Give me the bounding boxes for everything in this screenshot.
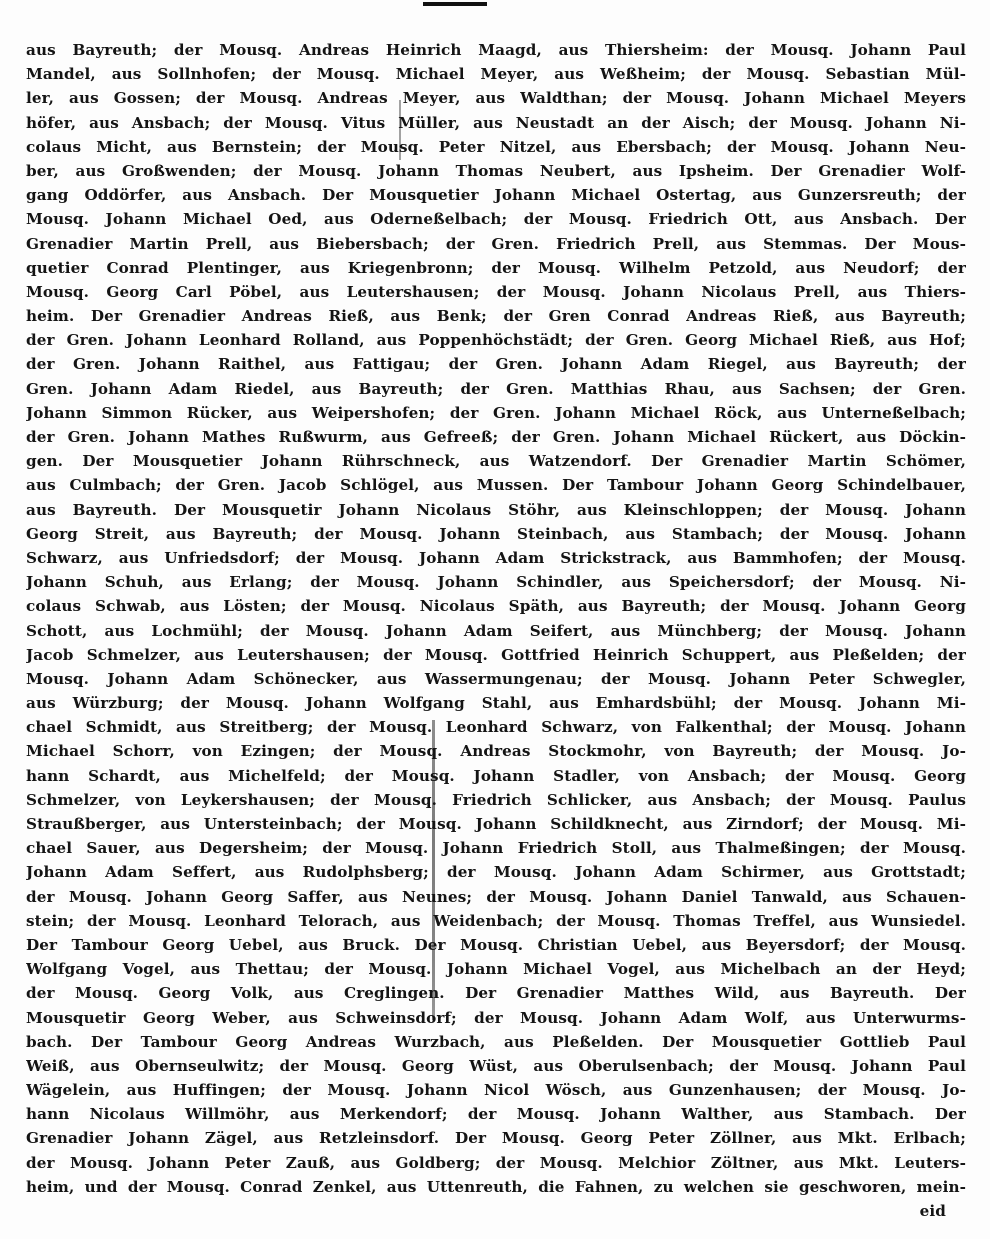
text-line: heim. Der Grenadier Andreas Rieß, aus Benk; der Gren Conrad Andreas Rieß, aus Bayreuth; xyxy=(26,307,966,326)
text-line: Der Tambour Georg Uebel, aus Bruck. Der Mousq. Christian Uebel, aus Beyersdorf; der Mousq. xyxy=(26,935,966,954)
text-line-continuation: eid xyxy=(919,1202,946,1220)
text-line: Weiß, aus Obernseulwitz; der Mousq. Georg Wüst, aus Oberulsenbach; der Mousq. Johann Paul xyxy=(26,1056,966,1075)
text-line: colaus Schwab, aus Lösten; der Mousq. Nicolaus Späth, aus Bayreuth; der Mousq. Johann Georg xyxy=(26,597,966,616)
text-line: Wägelein, aus Huffingen; der Mousq. Johann Nicol Wösch, aus Gunzenhausen; der Mousq. Jo- xyxy=(26,1081,966,1100)
text-line: colaus Micht, aus Bernstein; der Mousq. Peter Nitzel, aus Ebersbach; der Mousq. Johann Neu- xyxy=(26,137,966,156)
text-line: aus Würzburg; der Mousq. Johann Wolfgang Stahl, aus Emhardsbühl; der Mousq. Johann Mi- xyxy=(26,694,966,713)
text-line: Jacob Schmelzer, aus Leutershausen; der Mousq. Gottfried Heinrich Schuppert, aus Pleßelden; der xyxy=(26,645,966,664)
text-line: aus Culmbach; der Gren. Jacob Schlögel, aus Mussen. Der Tambour Johann Georg Schindelbauer, xyxy=(26,476,966,495)
text-line: Mousq. Johann Adam Schönecker, aus Wassermungenau; der Mousq. Johann Peter Schwegler, xyxy=(26,669,966,688)
text-line: Schwarz, aus Unfriedsdorf; der Mousq. Johann Adam Strickstrack, aus Bammhofen; der Mousq. xyxy=(26,548,966,567)
text-line: Gren. Johann Adam Riedel, aus Bayreuth; der Gren. Matthias Rhau, aus Sachsen; der Gren. xyxy=(26,379,966,398)
text-line: Wolfgang Vogel, aus Thettau; der Mousq. Johann Michael Vogel, aus Michelbach an der Heyd; xyxy=(26,960,966,979)
text-line: Georg Streit, aus Bayreuth; der Mousq. Johann Steinbach, aus Stambach; der Mousq. Johann xyxy=(26,524,966,543)
text-line: Schott, aus Lochmühl; der Mousq. Johann Adam Seifert, aus Münchberg; der Mousq. Johann xyxy=(26,621,966,640)
text-line: quetier Conrad Plentinger, aus Kriegenbronn; der Mousq. Wilhelm Petzold, aus Neudorf; der xyxy=(26,258,966,277)
text-line: Johann Adam Seffert, aus Rudolphsberg; der Mousq. Johann Adam Schirmer, aus Grottstadt; xyxy=(26,863,966,882)
text-line: gang Oddörfer, aus Ansbach. Der Mousquetier Johann Michael Ostertag, aus Gunzersreuth; der xyxy=(26,186,966,205)
text-line: Johann Schuh, aus Erlang; der Mousq. Johann Schindler, aus Speichersdorf; der Mousq. Ni- xyxy=(26,573,966,592)
text-line: Mousq. Johann Michael Oed, aus Oderneßelbach; der Mousq. Friedrich Ott, aus Ansbach. Der xyxy=(26,210,966,229)
text-line: der Gren. Johann Raithel, aus Fattigau; der Gren. Johann Adam Riegel, aus Bayreuth; der xyxy=(26,355,966,374)
text-line: heim, und der Mousq. Conrad Zenkel, aus Uttenreuth, die Fahnen, zu welchen sie geschworen, mein- xyxy=(26,1177,966,1196)
text-line: der Mousq. Georg Volk, aus Creglingen. Der Grenadier Matthes Wild, aus Bayreuth. Der xyxy=(26,984,966,1003)
text-line: ber, aus Großwenden; der Mousq. Johann Thomas Neubert, aus Ipsheim. Der Grenadier Wolf- xyxy=(26,161,966,180)
top-rule xyxy=(423,2,487,6)
text-line: aus Bayreuth. Der Mousquetir Johann Nicolaus Stöhr, aus Kleinschloppen; der Mousq. Johann xyxy=(26,500,966,519)
text-line: Grenadier Johann Zägel, aus Retzleinsdorf. Der Mousq. Georg Peter Zöllner, aus Mkt. Erlbach; xyxy=(26,1129,966,1148)
text-line: Grenadier Martin Prell, aus Biebersbach; der Gren. Friedrich Prell, aus Stemmas. Der Mous- xyxy=(26,234,966,253)
text-line: der Mousq. Johann Peter Zauß, aus Goldberg; der Mousq. Melchior Zöltner, aus Mkt. Leuters- xyxy=(26,1153,966,1172)
text-line: bach. Der Tambour Georg Andreas Wurzbach, aus Pleßelden. Der Mousquetier Gottlieb Paul xyxy=(26,1032,966,1051)
text-line: höfer, aus Ansbach; der Mousq. Vitus Müller, aus Neustadt an der Aisch; der Mousq. Johann Ni- xyxy=(26,113,966,132)
text-line: ler, aus Gossen; der Mousq. Andreas Meyer, aus Waldthan; der Mousq. Johann Michael Meyers xyxy=(26,89,966,108)
text-line: hann Schardt, aus Michelfeld; der Mousq. Johann Stadler, von Ansbach; der Mousq. Georg xyxy=(26,766,966,785)
body-text xyxy=(26,38,966,1223)
text-line: der Gren. Johann Mathes Rußwurm, aus Gefreeß; der Gren. Johann Michael Rückert, aus Döckin- xyxy=(26,428,966,446)
text-line: hann Nicolaus Willmöhr, aus Merkendorf; der Mousq. Johann Walther, aus Stambach. Der xyxy=(26,1105,966,1124)
text-line: Straußberger, aus Untersteinbach; der Mousq. Johann Schildknecht, aus Zirndorf; der Mousq. Mi- xyxy=(26,815,966,833)
text-line: aus Bayreuth; der Mousq. Andreas Heinrich Maagd, aus Thiersheim: der Mousq. Johann Paul xyxy=(26,41,966,59)
text-line: Schmelzer, von Leykershausen; der Mousq. Friedrich Schlicker, aus Ansbach; der Mousq. Paulus xyxy=(26,790,966,809)
text-line: Mousq. Georg Carl Pöbel, aus Leutershausen; der Mousq. Johann Nicolaus Prell, aus Thiers- xyxy=(26,282,966,301)
text-line: Johann Simmon Rücker, aus Weipershofen; der Gren. Johann Michael Röck, aus Unterneßelbach; xyxy=(26,403,966,422)
text-line: stein; der Mousq. Leonhard Telorach, aus Weidenbach; der Mousq. Thomas Treffel, aus Wunsiedel. xyxy=(26,911,966,930)
text-line: der Mousq. Johann Georg Saffer, aus Neunes; der Mousq. Johann Daniel Tanwald, aus Schauen- xyxy=(26,887,966,906)
text-line: Michael Schorr, von Ezingen; der Mousq. Andreas Stockmohr, von Bayreuth; der Mousq. Jo- xyxy=(26,742,966,761)
text-line: chael Schmidt, aus Streitberg; der Mousq. Leonhard Schwarz, von Falkenthal; der Mousq. Johann xyxy=(26,718,966,737)
text-line: Mandel, aus Sollnhofen; der Mousq. Michael Meyer, aus Weßheim; der Mousq. Sebastian Mül- xyxy=(26,65,966,84)
text-line: chael Sauer, aus Degersheim; der Mousq. Johann Friedrich Stoll, aus Thalmeßingen; der Mousq. xyxy=(26,839,966,858)
text-line: der Gren. Johann Leonhard Rolland, aus Poppenhöchstädt; der Gren. Georg Michael Rieß, aus Hof; xyxy=(26,331,966,350)
text-line: Mousquetir Georg Weber, aus Schweinsdorf; der Mousq. Johann Adam Wolf, aus Unterwurms- xyxy=(26,1008,966,1027)
text-line: gen. Der Mousquetier Johann Rührschneck, aus Watzendorf. Der Grenadier Martin Schömer, xyxy=(26,452,966,471)
